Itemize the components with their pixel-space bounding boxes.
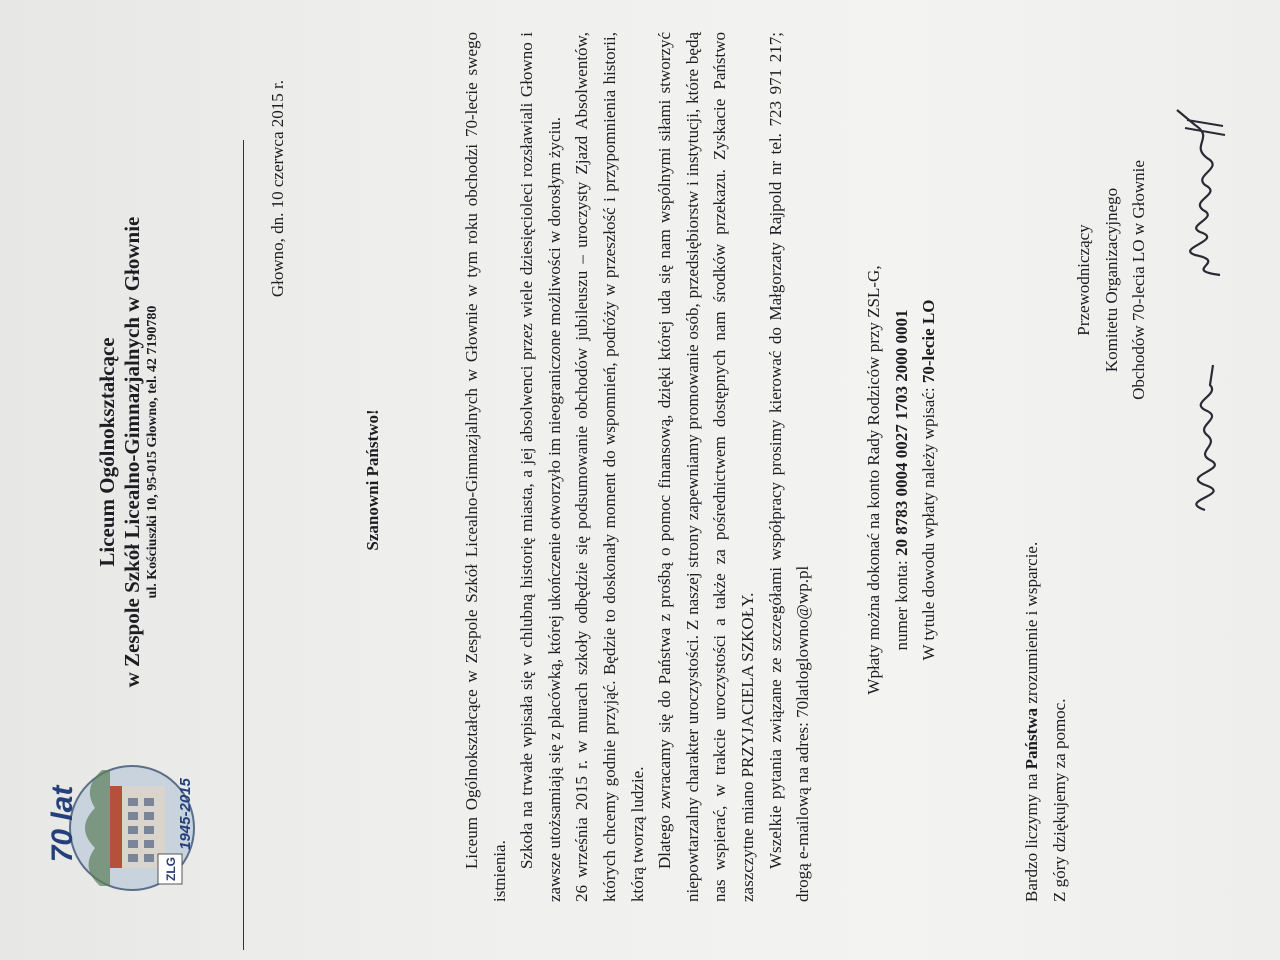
letter-body — [458, 32, 817, 902]
closing-line-2: Z góry dziękujemy za pomoc. — [1049, 698, 1069, 902]
signature-block — [1070, 60, 1153, 500]
school-name: Liceum Ogólnokształcące — [95, 337, 119, 567]
paragraph-4: Dlatego zwracamy się do Państwa z prośbą o pomoc finansową, dzięki której uda się nam wspólnymi siłami stworzyć niepowtarzalny charakter uroczystości. Z naszej strony zapewniamy promowanie osób, przedsiębiorstw i instytucji, które będą nas wspierać, w trakcie uroczystości a także za pośrednictwem dostępnych nam środków przekazu. Zyskacie Państwo zaszczytne miano PRZYJACIELA SZKOŁY. — [655, 32, 757, 902]
school-anniversary-logo — [40, 758, 205, 898]
account-number: 20 8783 0004 0027 1703 2000 0001 — [891, 309, 911, 557]
signatory-committee: Komitetu Organizacyjnego — [1101, 187, 1121, 373]
closing-bold: Państwa — [1022, 707, 1041, 770]
transfer-title-line — [915, 160, 943, 800]
school-complex-name: w Zespole Szkół Licealno-Gimnazjalnych w Głownie — [120, 216, 145, 688]
closing-post: zrozumienie i wsparcie. — [1022, 541, 1041, 708]
bank-account-info — [860, 160, 943, 800]
greeting: Szanowni Państwo! — [363, 409, 382, 551]
signatory-celebration: Obchodów 70-lecia LO w Głownie — [1129, 160, 1149, 400]
signatory-title: Przewodniczący — [1074, 224, 1093, 336]
logo-badge-text: ZLG — [164, 857, 178, 881]
closing-pre: Bardzo liczymy na — [1022, 769, 1041, 902]
logo-bottom-text: 1945-2015 — [177, 778, 194, 850]
transfer-title-value: 70-lecie LO — [919, 299, 939, 384]
paragraph-1: Liceum Ogólnokształcące w Zespole Szkół Licealno-Gimnazjalnych w Głownie w tym roku obchodzi 70-lecie swego istnienia. — [462, 32, 509, 902]
header-divider — [243, 140, 244, 950]
account-number-label: numer konta: — [891, 560, 911, 651]
transfer-title-label: W tytule dowodu wpłaty należy wpisać: — [919, 387, 939, 661]
account-number-line — [888, 160, 916, 800]
letterhead — [95, 172, 162, 732]
account-intro: Wpłaty można dokonać na konto Rady Rodziców przy ZSL-G, — [864, 265, 883, 695]
paragraph-2: Szkoła na trwałe wpisała się w chlubną historię miasta, a jej absolwenci przez wiele dziesięcioleci rozsławiali Głowno i zawsze utożsamiają się z placówką, której ukończenie otworzyło im nieograniczone możliwości w dorosłym życiu. — [517, 32, 564, 902]
closing-line-1 — [1018, 502, 1046, 902]
paragraph-3: 26 września 2015 r. w murach szkoły odbędzie się podsumowanie obchodów jubileuszu – uroczysty Zjazd Absolwentów, których chcemy godnie przyjąć. Będzie to doskonały moment do wspomnień, podróży w przeszłość i przypomnienia historii, którą tworzą ludzie. — [572, 32, 647, 902]
letter-date: Głowno, dn. 10 czerwca 2015 r. — [268, 80, 287, 298]
handwritten-signatures — [1165, 70, 1255, 530]
closing-text — [1018, 502, 1073, 902]
school-address: ul. Kościuszki 10, 95-015 Głowno, tel. 42 7190780 — [145, 305, 161, 599]
logo-top-text: 70 lat — [46, 785, 79, 863]
paragraph-5: Wszelkie pytania związane ze szczegółami współpracy prosimy kierować do Małgorzaty Rajpold nr tel. 723 971 217; drogą e-mailową na adres: 70latloglowno@wp.pl — [765, 32, 813, 902]
